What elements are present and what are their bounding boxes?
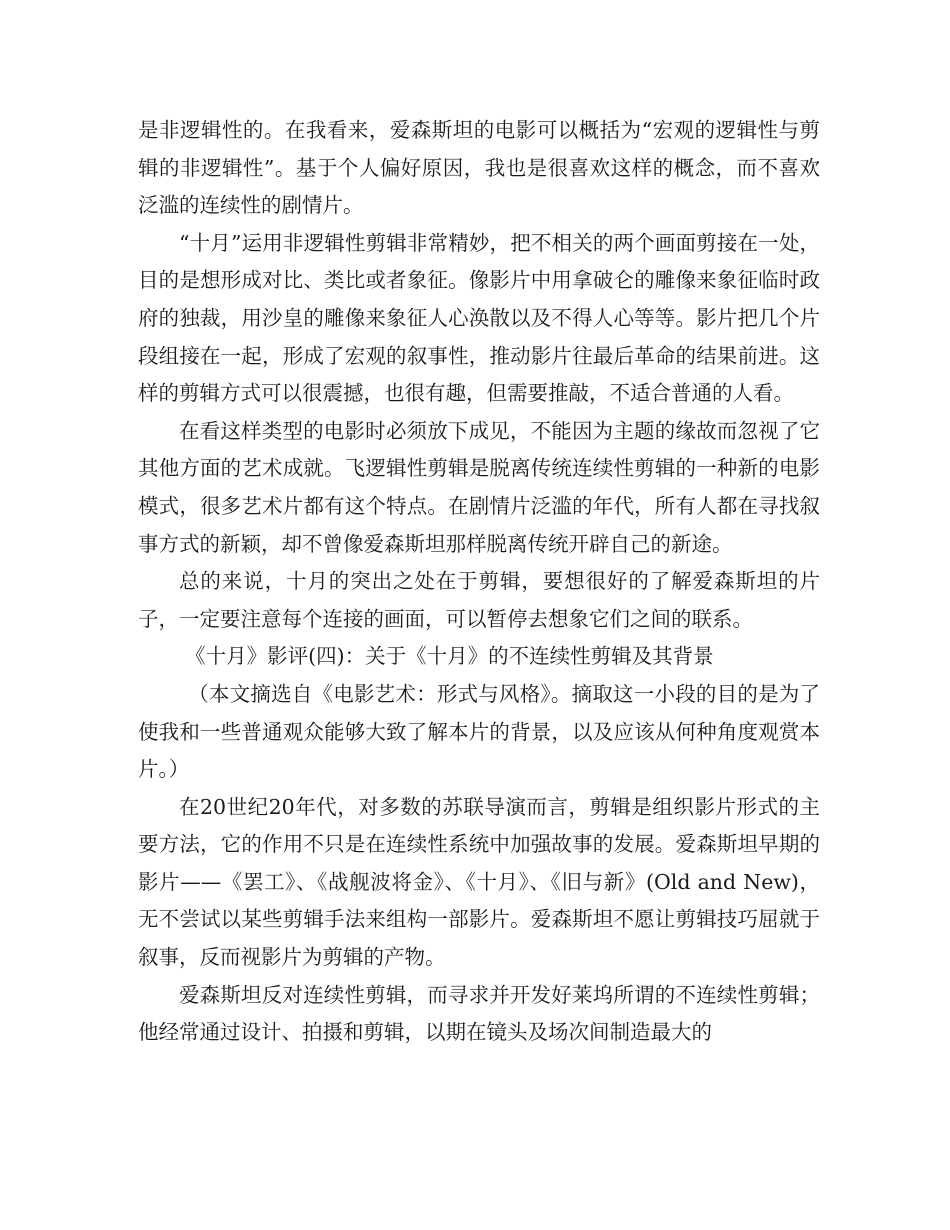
paragraph-october-editing: “十月”运用非逻辑性剪辑非常精妙，把不相关的两个画面剪接在一处，目的是想形成对比、类比或者象征。像影片中用拿破仑的雕像来象征临时政府的独裁，用沙皇的雕像来象征人心涣散以及不得人心等等。影片把几个片段组接在一起，形成了宏观的叙事性，推动影片往最后革命的结果前进。这样的剪辑方式可以很震撼，也很有趣，但需要推敲，不适合普通的人看。 bbox=[138, 230, 820, 406]
paragraph-continued: 是非逻辑性的。在我看来，爱森斯坦的电影可以概括为“宏观的逻辑性与剪辑的非逻辑性”。基于个人偏好原因，我也是很喜欢这样的概念，而不喜欢泛滥的连续性的剧情片。 bbox=[138, 118, 820, 218]
paragraph-summary: 总的来说，十月的突出之处在于剪辑，要想很好的了解爱森斯坦的片子，一定要注意每个连接的画面，可以暂停去想象它们之间的联系。 bbox=[138, 569, 820, 631]
section-heading: 《十月》影评(四)：关于《十月》的不连续性剪辑及其背景 bbox=[185, 644, 714, 669]
document-body bbox=[138, 112, 820, 1052]
paragraph-artistic-achievement: 在看这样类型的电影时必须放下成见，不能因为主题的缘故而忽视了它其他方面的艺术成就。飞逻辑性剪辑是脱离传统连续性剪辑的一种新的电影模式，很多艺术片都有这个特点。在剧情片泛滥的年代，所有人都在寻找叙事方式的新颖，却不曾像爱森斯坦那样脱离传统开辟自己的新途。 bbox=[138, 418, 820, 556]
paragraph-soviet-directors: 在20世纪20年代，对多数的苏联导演而言，剪辑是组织影片形式的主要方法，它的作用不只是在连续性系统中加强故事的发展。爱森斯坦早期的影片——《罢工》、《战舰波将金》、《十月》、《旧与新》(Old and New)，无不尝试以某些剪辑手法来组构一部影片。爱森斯坦不愿让剪辑技巧屈就于叙事，反而视影片为剪辑的产物。 bbox=[138, 794, 820, 970]
paragraph-discontinuity-editing: 爱森斯坦反对连续性剪辑，而寻求并开发好莱坞所谓的不连续性剪辑；他经常通过设计、拍摄和剪辑，以期在镜头及场次间制造最大的 bbox=[138, 982, 820, 1045]
excerpt-note: （本文摘选自《电影艺术：形式与风格》。摘取这一小段的目的是为了使我和一些普通观众能够大致了解本片的背景，以及应该从何种角度观赏本片。） bbox=[138, 681, 820, 782]
